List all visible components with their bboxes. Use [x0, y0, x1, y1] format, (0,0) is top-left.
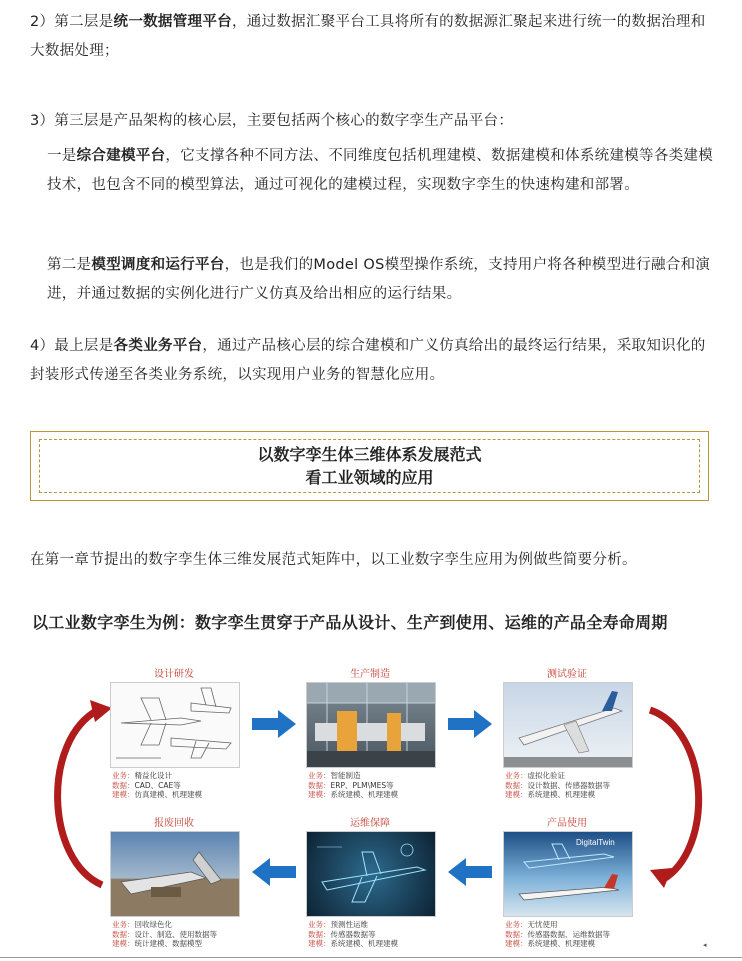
- stage-desc: [505, 771, 631, 800]
- stage-desc: [505, 920, 631, 949]
- value-business: 智能制造: [330, 771, 361, 780]
- stage-manufacturing: [306, 668, 434, 800]
- bold-text: 模型调度和运行平台: [91, 257, 225, 273]
- value-data: 传感器数据等: [330, 929, 376, 939]
- stage-title: 产品使用: [547, 818, 587, 829]
- section-heading-inner: [39, 439, 700, 493]
- value-model: 系统建模、机理建模: [330, 939, 398, 948]
- value-business: 预测性运维: [330, 920, 368, 929]
- text: 一是: [47, 148, 77, 164]
- label-data: 数据：: [308, 780, 331, 790]
- cycle-arrow-left-icon: [40, 700, 120, 890]
- arrow-right-icon: [252, 710, 296, 738]
- value-model: 仿真建模、机理建模: [134, 790, 202, 799]
- arrow-right-icon: [448, 710, 492, 738]
- value-business: 虚拟化验证: [527, 771, 565, 780]
- stage-design: [110, 668, 238, 800]
- arrow-left-icon: [252, 858, 296, 886]
- value-model: 统计建模、数据模型: [134, 939, 202, 948]
- paragraph-layer3: 3）第三层是产品架构的核心层，主要包括两个核心的数字孪生产品平台：: [30, 113, 514, 129]
- paragraph-modeling-platform: [47, 142, 717, 200]
- value-business: 精益化设计: [134, 771, 172, 780]
- label-data: 数据：: [505, 780, 528, 790]
- intro-paragraph: 在第一章节提出的数字孪生体三维发展范式矩阵中，以工业数字孪生应用为例做些简要分析。: [30, 552, 637, 568]
- value-data: 设计数据、传感器数据等: [527, 780, 610, 790]
- value-data: 传感器数据、运维数据等: [527, 929, 610, 939]
- scrapped-aircraft-image: [110, 831, 240, 917]
- label-data: 数据：: [505, 929, 528, 939]
- factory-image: [306, 682, 436, 768]
- text: ，通过数据汇聚平台工具将所有的数据源汇聚起来进行统一的数据治理和大数据处理；: [30, 14, 706, 59]
- value-model: 系统建模、机理建模: [527, 939, 595, 948]
- digital-maintenance-image: [306, 831, 436, 917]
- stage-recycling: [110, 817, 238, 949]
- digitaltwin-aircraft-image: [503, 831, 633, 917]
- value-data: ERP、PLM\MES等: [330, 780, 394, 790]
- value-business: 回收绿色化: [134, 920, 172, 929]
- stage-usage: [503, 817, 631, 949]
- label-model: 建模：: [505, 939, 528, 948]
- blueprint-aircraft-image: [110, 682, 240, 768]
- stage-title: 测试验证: [547, 669, 587, 680]
- stage-maintenance: [306, 817, 434, 949]
- label-model: 建模：: [112, 939, 135, 948]
- stage-title: 运维保障: [350, 818, 390, 829]
- label-model: 建模：: [505, 790, 528, 799]
- value-model: 系统建模、机理建模: [527, 790, 595, 799]
- label-data: 数据：: [308, 929, 331, 939]
- value-data: CAD、CAE等: [134, 780, 181, 790]
- arrow-left-icon: [448, 858, 492, 886]
- section-heading-line2: 看工业领域的应用: [305, 468, 434, 487]
- text: ，它支撑各种不同方法、不同维度包括机理建模、数据建模和体系统建模等各类建模技术，也包含不同的模型算法，通过可视化的建模过程，实现数字孪生的快速构建和部署。: [47, 148, 714, 193]
- label-data: 数据：: [112, 780, 135, 790]
- stage-desc: [112, 771, 238, 800]
- label-data: 数据：: [112, 929, 135, 939]
- bold-text: 统一数据管理平台: [113, 14, 232, 30]
- label-business: 业务：: [308, 920, 331, 929]
- stage-title: 报废回收: [154, 818, 194, 829]
- cycle-arrow-right-icon: [640, 700, 720, 890]
- text: 4）最上层是: [30, 338, 114, 354]
- divider: [0, 957, 742, 958]
- text: ，也是我们的Model OS模型操作系统，支持用户将各种模型进行融合和演进，并通过数据的实例化进行广义仿真及给出相应的运行结果。: [47, 257, 711, 302]
- paragraph-layer2: [30, 8, 720, 66]
- stage-title: 生产制造: [350, 669, 390, 680]
- stage-desc: [308, 771, 434, 800]
- stage-desc: [112, 920, 238, 949]
- paragraph-layer4: [30, 332, 720, 390]
- value-model: 系统建模、机理建模: [330, 790, 398, 799]
- text: 2）第二层是: [30, 14, 114, 30]
- value-business: 无忧使用: [527, 920, 558, 929]
- label-model: 建模：: [308, 939, 331, 948]
- digitaltwin-label: DigitalTwin: [576, 838, 615, 847]
- label-model: 建模：: [308, 790, 331, 799]
- section-heading-line1: 以数字孪生体三维体系发展范式: [257, 445, 482, 464]
- label-business: 业务：: [308, 771, 331, 780]
- label-business: 业务：: [112, 920, 135, 929]
- section-heading-box: [30, 431, 709, 501]
- label-model: 建模：: [112, 790, 135, 799]
- label-business: 业务：: [112, 771, 135, 780]
- paragraph-scheduling-platform: [47, 251, 717, 309]
- bold-text: 综合建模平台: [76, 148, 166, 164]
- stage-desc: [308, 920, 434, 949]
- takeoff-aircraft-image: [503, 682, 633, 768]
- label-business: 业务：: [505, 920, 528, 929]
- stage-testing: [503, 668, 631, 800]
- value-data: 设计、制造、使用数据等: [134, 929, 217, 939]
- stage-title: 设计研发: [154, 669, 194, 680]
- corner-mark: ◂: [703, 941, 707, 949]
- text: 第二是: [47, 257, 92, 273]
- text: ，通过产品核心层的综合建模和广义仿真给出的最终运行结果，采取知识化的封装形式传递至各类业务系统，以实现用户业务的智慧化应用。: [30, 338, 706, 383]
- label-business: 业务：: [505, 771, 528, 780]
- bold-text: 各类业务平台: [113, 338, 203, 354]
- figure-title: 以工业数字孪生为例：数字孪生贯穿于产品从设计、生产到使用、运维的产品全寿命周期: [32, 613, 668, 632]
